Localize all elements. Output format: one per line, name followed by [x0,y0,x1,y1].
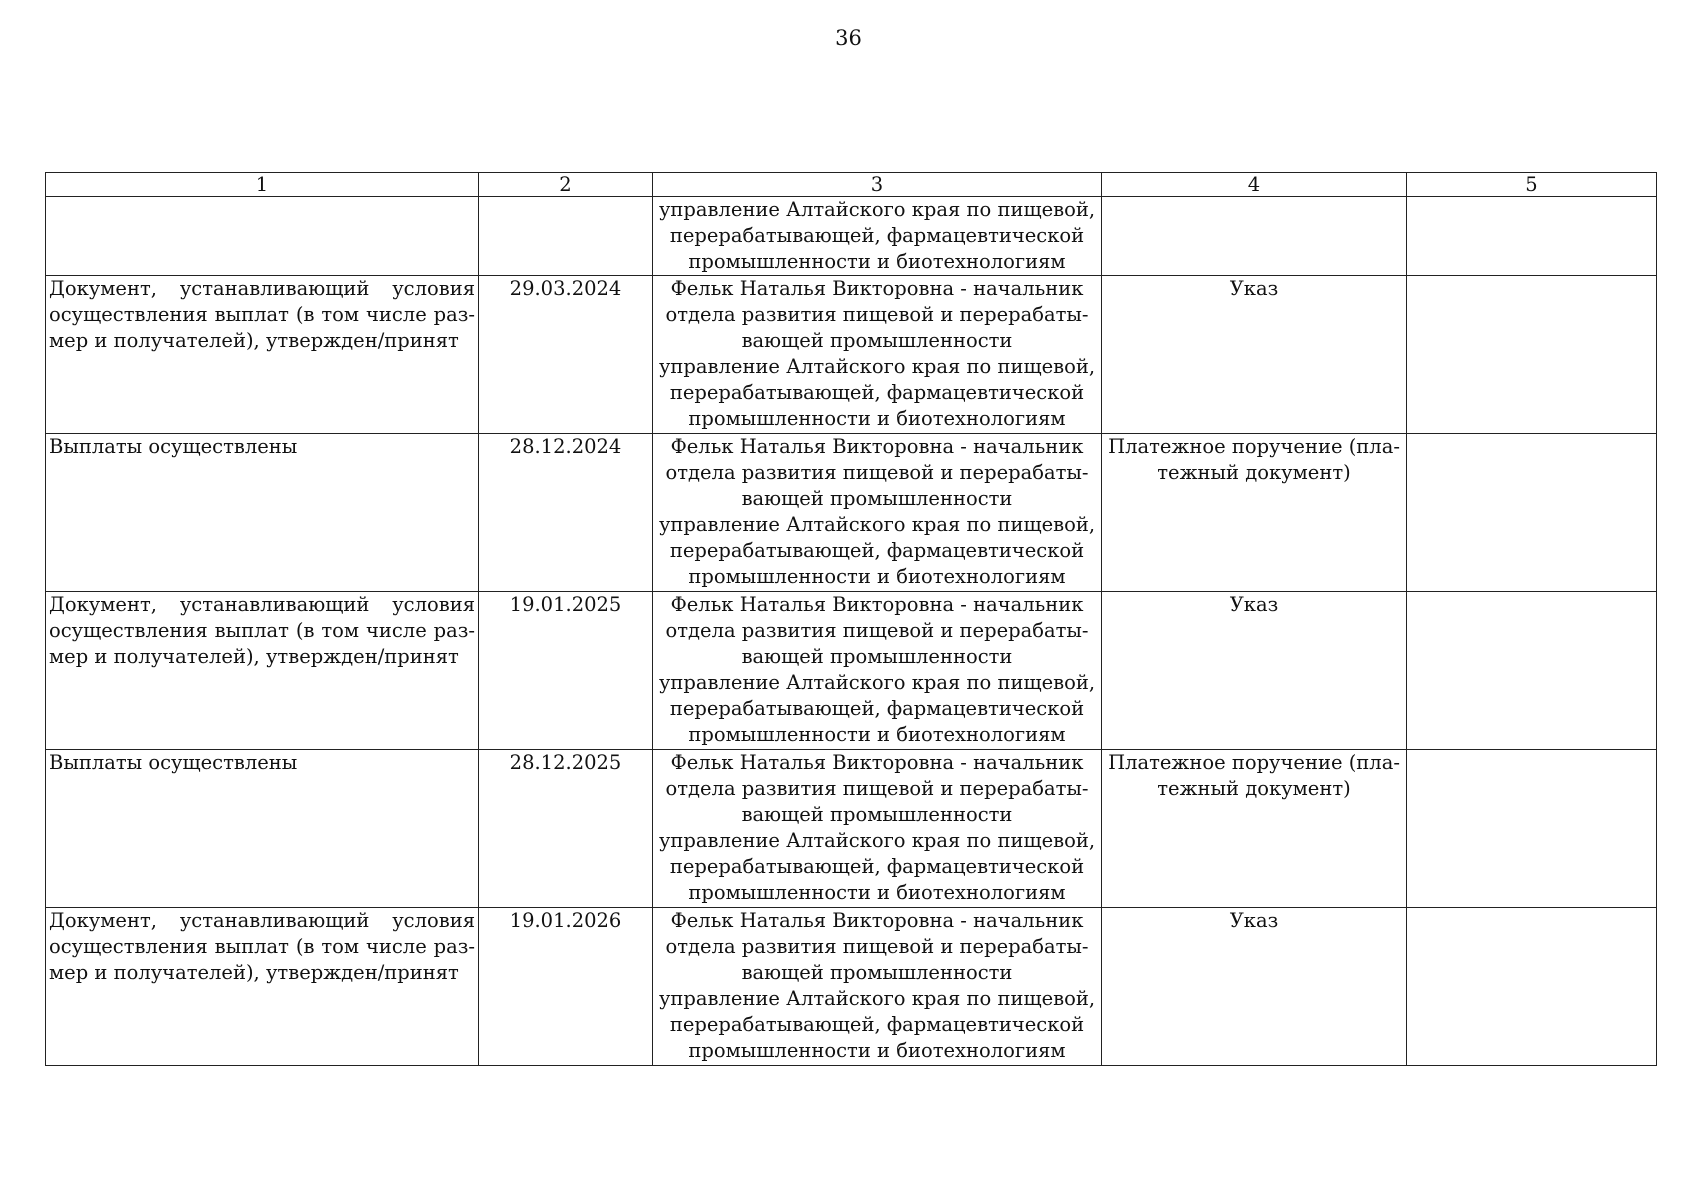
column-header-1: 1 [46,173,479,197]
responsible-cell: Фельк Наталья Викторовна - начальник отдела развития пищевой и перерабаты- вающей промышленности управление Алтайского края по пищевой, перерабатывающей, фармацевтической промышленности и биотехнологиям [653,592,1102,750]
responsible-cell: Фельк Наталья Викторовна - начальник отдела развития пищевой и перерабаты- вающей промышленности управление Алтайского края по пищевой, перерабатывающей, фармацевтической промышленности и биотехнологиям [653,276,1102,434]
document-type-cell: Указ [1102,908,1407,1066]
event-cell: Выплаты осуществлены [46,750,479,908]
column-header-2: 2 [479,173,653,197]
event-cell: Документ, устанавливающий условия осуществления выплат (в том числе раз-мер и получателей), утвержден/принят [46,592,479,750]
document-type-cell: Платежное поручение (пла-тежный документ) [1102,434,1407,592]
event-cell: Документ, устанавливающий условия осуществления выплат (в том числе раз-мер и получателей), утвержден/принят [46,276,479,434]
event-cell: Документ, устанавливающий условия осуществления выплат (в том числе раз-мер и получателей), утвержден/принят [46,908,479,1066]
date-cell: 28.12.2025 [479,750,653,908]
page-number: 36 [835,26,862,50]
info-cell [1407,276,1657,434]
table-row [46,908,1657,1066]
table-row-continuation [46,197,1657,276]
document-type-cell [1102,197,1407,276]
table-header-row [46,173,1657,197]
info-cell [1407,908,1657,1066]
date-cell: 19.01.2026 [479,908,653,1066]
info-cell [1407,592,1657,750]
event-cell: Выплаты осуществлены [46,434,479,592]
table-row [46,592,1657,750]
table-row [46,434,1657,592]
responsible-cell: Фельк Наталья Викторовна - начальник отдела развития пищевой и перерабаты- вающей промышленности управление Алтайского края по пищевой, перерабатывающей, фармацевтической промышленности и биотехнологиям [653,908,1102,1066]
date-cell: 29.03.2024 [479,276,653,434]
column-header-3: 3 [653,173,1102,197]
responsible-cell: Фельк Наталья Викторовна - начальник отдела развития пищевой и перерабаты- вающей промышленности управление Алтайского края по пищевой, перерабатывающей, фармацевтической промышленности и биотехнологиям [653,434,1102,592]
info-cell [1407,750,1657,908]
column-header-5: 5 [1407,173,1657,197]
document-table [45,172,1657,1066]
column-header-4: 4 [1102,173,1407,197]
event-cell [46,197,479,276]
info-cell [1407,197,1657,276]
date-cell: 28.12.2024 [479,434,653,592]
document-type-cell: Платежное поручение (пла-тежный документ) [1102,750,1407,908]
table-row [46,750,1657,908]
responsible-cell: управление Алтайского края по пищевой, перерабатывающей, фармацевтической промышленности и биотехнологиям [653,197,1102,276]
document-type-cell: Указ [1102,276,1407,434]
responsible-cell: Фельк Наталья Викторовна - начальник отдела развития пищевой и перерабаты- вающей промышленности управление Алтайского края по пищевой, перерабатывающей, фармацевтической промышленности и биотехнологиям [653,750,1102,908]
table-row [46,276,1657,434]
info-cell [1407,434,1657,592]
document-type-cell: Указ [1102,592,1407,750]
date-cell [479,197,653,276]
date-cell: 19.01.2025 [479,592,653,750]
